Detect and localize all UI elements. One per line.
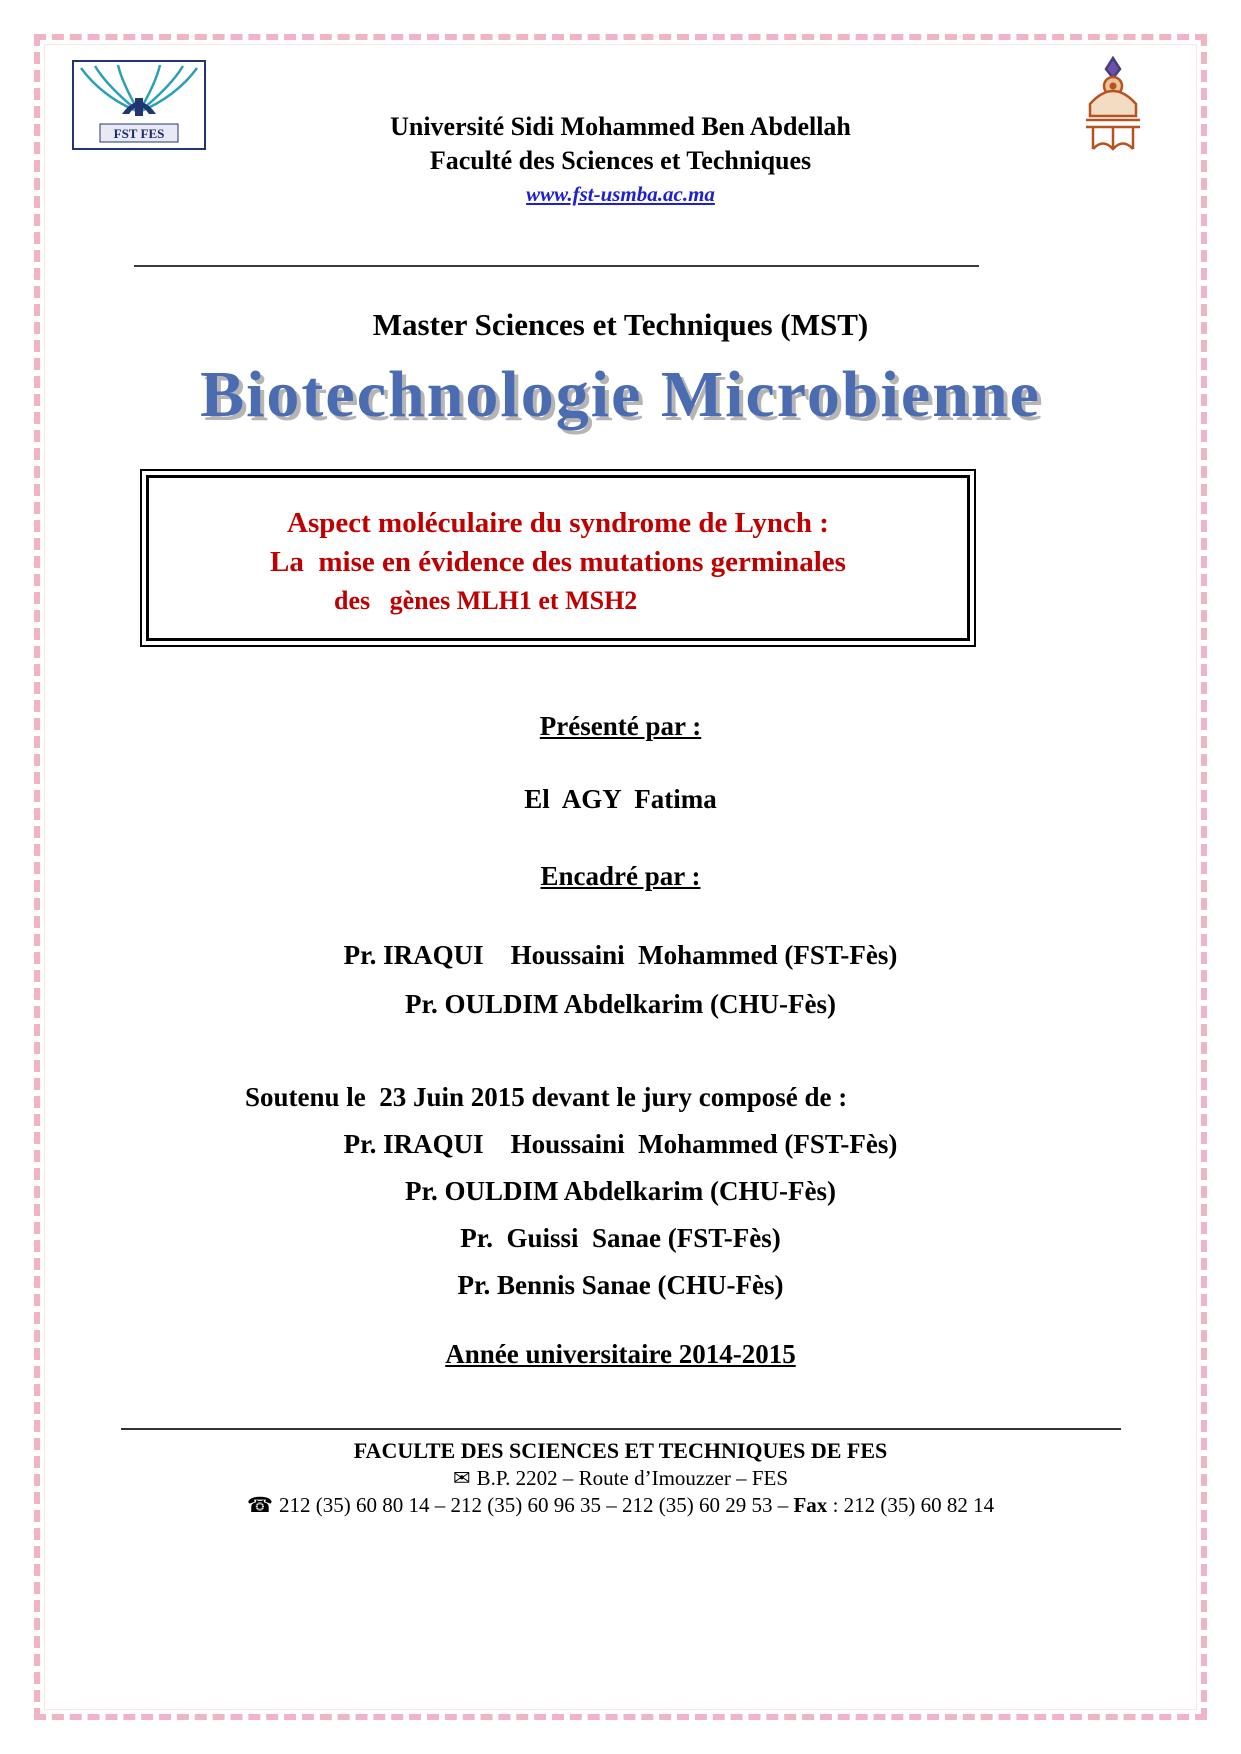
student-name: El AGY Fatima — [524, 783, 717, 814]
thesis-title-box — [140, 469, 976, 647]
fax-number: : 212 (35) 60 82 14 — [827, 1493, 995, 1517]
presented-by-label: Présenté par : — [539, 710, 702, 741]
footer-faculty-name: FACULTE DES SCIENCES ET TECHNIQUES DE FES — [353, 1438, 888, 1463]
thesis-title-line1: Aspect moléculaire du syndrome de Lynch : — [287, 506, 829, 539]
thesis-title-line3: des gènes MLH1 et MSH2 — [334, 585, 638, 615]
master-program-title: Master Sciences et Techniques (MST) — [372, 306, 869, 342]
faculty-name: Faculté des Sciences et Techniques — [429, 145, 812, 175]
jury-member: Pr. OULDIM Abdelkarim (CHU-Fès) — [405, 1175, 836, 1206]
fax-label: Fax — [793, 1493, 828, 1517]
footer-divider — [121, 1428, 1121, 1430]
university-name: Université Sidi Mohammed Ben Abdellah — [390, 112, 851, 141]
supervisor-name: Pr. OULDIM Abdelkarim (CHU-Fès) — [405, 988, 836, 1019]
footer — [0, 1428, 1241, 1518]
mail-icon: ✉ — [452, 1466, 471, 1490]
jury-member: Pr. Guissi Sanae (FST-Fès) — [460, 1222, 781, 1253]
defense-intro: Soutenu le 23 Juin 2015 devant le jury composé de : — [245, 1081, 848, 1112]
website-link[interactable]: www.fst-usmba.ac.ma — [526, 181, 715, 206]
fst-fes-logo-text: FST FES — [113, 126, 165, 141]
fst-fes-logo — [72, 60, 206, 155]
footer-address — [0, 1466, 1241, 1491]
thesis-title-line2: La mise en évidence des mutations germinales — [270, 545, 846, 578]
fst-fes-logo-image — [72, 60, 206, 150]
thesis-title-box-inner — [146, 475, 970, 641]
specialty-title: Biotechnologie Microbienne — [200, 357, 1041, 431]
academic-year: Année universitaire 2014-2015 — [445, 1338, 796, 1369]
jury-member: Pr. Bennis Sanae (CHU-Fès) — [457, 1269, 784, 1300]
jury-member: Pr. IRAQUI Houssaini Mohammed (FST-Fès) — [343, 1128, 898, 1159]
university-emblem — [1073, 52, 1153, 161]
top-divider — [134, 265, 979, 267]
supervised-by-label: Encadré par : — [540, 860, 701, 891]
phone-icon: ☎ — [246, 1493, 274, 1517]
supervisor-name: Pr. IRAQUI Houssaini Mohammed (FST-Fès) — [343, 939, 898, 970]
footer-phone-numbers: 212 (35) 60 80 14 – 212 (35) 60 96 35 – 212 (35) 60 29 53 – — [279, 1493, 794, 1517]
footer-address-text: B.P. 2202 – Route d’Imouzzer – FES — [476, 1466, 789, 1490]
footer-phones — [0, 1493, 1241, 1518]
university-emblem-image — [1073, 52, 1153, 156]
